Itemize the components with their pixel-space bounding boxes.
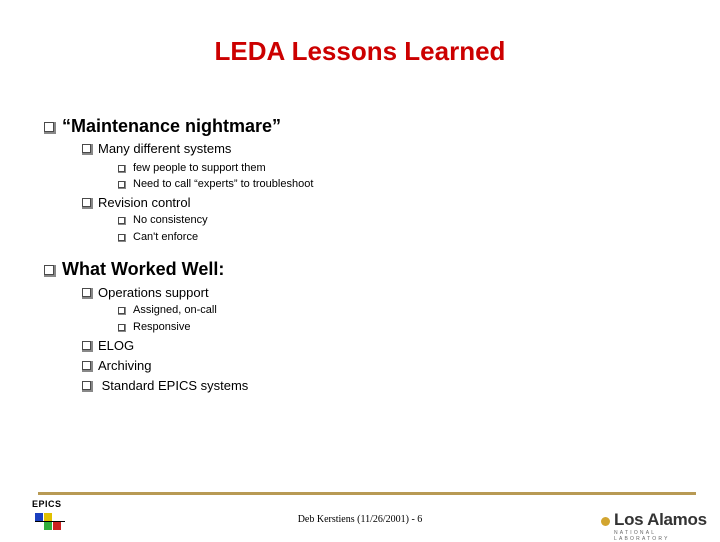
slide-title: LEDA Lessons Learned <box>214 36 506 66</box>
bullet-text: few people to support them <box>133 162 266 174</box>
bullet-text: No consistency <box>133 214 208 226</box>
square-bullet-icon <box>118 217 125 224</box>
square-bullet-icon <box>82 341 91 350</box>
bullet-text: Archiving <box>98 358 152 373</box>
bullet-text: Need to call “experts” to troubleshoot <box>133 178 314 190</box>
bullet-item-level-3 <box>118 321 190 333</box>
bullet-text: ELOG <box>98 338 135 353</box>
square-bullet-icon <box>118 181 125 188</box>
bullet-item-level-2 <box>82 195 191 210</box>
bullet-item-level-2 <box>82 378 248 393</box>
square-bullet-icon <box>118 165 125 172</box>
square-bullet-icon <box>82 361 91 370</box>
square-bullet-icon <box>82 381 91 390</box>
footer-text: Deb Kerstiens (11/26/2001) - 6 <box>297 514 423 525</box>
epics-logo-label: EPICS <box>32 499 62 509</box>
square-bullet-icon <box>118 307 125 314</box>
bullet-item-level-2 <box>82 358 151 373</box>
square-bullet-icon <box>118 324 125 331</box>
bullet-item-level-3 <box>118 231 198 243</box>
bullet-text: Revision control <box>98 195 191 210</box>
bullet-item-level-1 <box>44 116 281 137</box>
bullet-item-level-2 <box>82 141 231 156</box>
footer-divider <box>38 492 696 495</box>
square-bullet-icon <box>82 198 91 207</box>
bullet-text: What Worked Well: <box>62 259 225 279</box>
square-bullet-icon <box>44 122 54 132</box>
bullet-text: Responsive <box>133 321 191 333</box>
bullet-text: Assigned, on-call <box>133 304 217 316</box>
los-alamos-subtitle: NATIONAL LABORATORY <box>614 530 670 542</box>
square-bullet-icon <box>82 288 91 297</box>
bullet-item-level-2 <box>82 285 209 300</box>
bullet-item-level-3 <box>118 304 217 316</box>
bullet-item-level-1 <box>44 259 224 280</box>
bullet-text: Can't enforce <box>133 231 199 243</box>
bullet-text: Standard EPICS systems <box>98 378 249 393</box>
los-alamos-logo <box>596 508 710 542</box>
bullet-item-level-2 <box>82 338 134 353</box>
los-alamos-dot-icon <box>601 517 610 526</box>
bullet-text: “Maintenance nightmare” <box>62 116 282 136</box>
bullet-text: Operations support <box>98 285 209 300</box>
square-bullet-icon <box>118 234 125 241</box>
bullet-item-level-3 <box>118 178 313 190</box>
bullet-item-level-3 <box>118 162 266 174</box>
square-bullet-icon <box>82 144 91 153</box>
square-bullet-icon <box>44 265 54 275</box>
bullet-text: Many different systems <box>98 141 232 156</box>
los-alamos-name: Los Alamos <box>614 510 707 529</box>
bullet-item-level-3 <box>118 214 208 226</box>
